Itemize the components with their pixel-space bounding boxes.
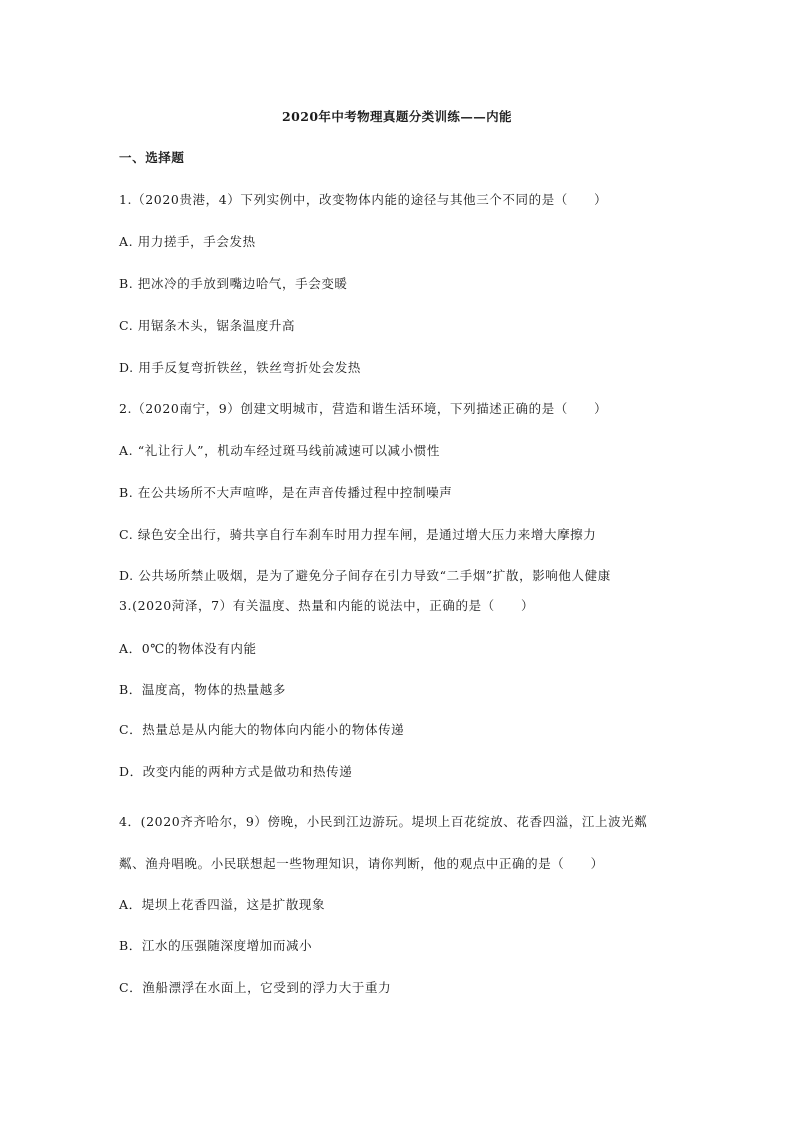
question-3-option-a: A．0℃的物体没有内能	[119, 641, 257, 656]
question-2-option-b: B. 在公共场所不大声喧哗，是在声音传播过程中控制噪声	[119, 485, 453, 500]
question-1-option-c: C. 用锯条木头，锯条温度升高	[119, 318, 296, 333]
question-2-option-c: C. 绿色安全出行，骑共享自行车刹车时用力捏车闸，是通过增大压力来增大摩擦力	[119, 527, 597, 542]
question-1-option-d: D. 用手反复弯折铁丝，铁丝弯折处会发热	[119, 360, 362, 375]
question-3-option-c: C．热量总是从内能大的物体向内能小的物体传递	[119, 722, 405, 737]
question-4-option-b: B．江水的压强随深度增加而减小	[119, 938, 313, 953]
question-3-option-b: B．温度高，物体的热量越多	[119, 682, 286, 697]
question-4-option-a: A．堤坝上花香四溢，这是扩散现象	[119, 897, 326, 912]
page-title: 2020年中考物理真题分类训练——内能	[282, 109, 512, 124]
question-1-option-a: A. 用力搓手，手会发热	[119, 234, 256, 249]
question-4-stem-line-1: 4．(2020齐齐哈尔，9）傍晚，小民到江边游玩。堤坝上百花绽放、花香四溢，江上波光粼	[119, 814, 648, 829]
question-4-option-c: C．渔船漂浮在水面上，它受到的浮力大于重力	[119, 980, 392, 995]
question-3-option-d: D．改变内能的两种方式是做功和热传递	[119, 764, 353, 779]
question-4-stem-line-2: 粼、渔舟唱晚。小民联想起一些物理知识，请你判断，他的观点中正确的是（ ）	[119, 856, 604, 871]
question-3-stem: 3.(2020菏泽，7）有关温度、热量和内能的说法中，正确的是（ ）	[119, 598, 535, 613]
question-1-stem: 1.（2020贵港，4）下列实例中，改变物体内能的途径与其他三个不同的是（ ）	[119, 192, 608, 207]
question-2-option-a: A. “礼让行人”，机动车经过斑马线前减速可以减小惯性	[119, 443, 440, 458]
question-2-stem: 2.（2020南宁，9）创建文明城市，营造和谐生活环境，下列描述正确的是（ ）	[119, 401, 608, 416]
question-2-option-d: D. 公共场所禁止吸烟，是为了避免分子间存在引力导致“二手烟”扩散，影响他人健康	[119, 568, 611, 583]
question-1-option-b: B. 把冰冷的手放到嘴边哈气，手会变暖	[119, 276, 348, 291]
section-heading: 一、选择题	[119, 150, 185, 165]
